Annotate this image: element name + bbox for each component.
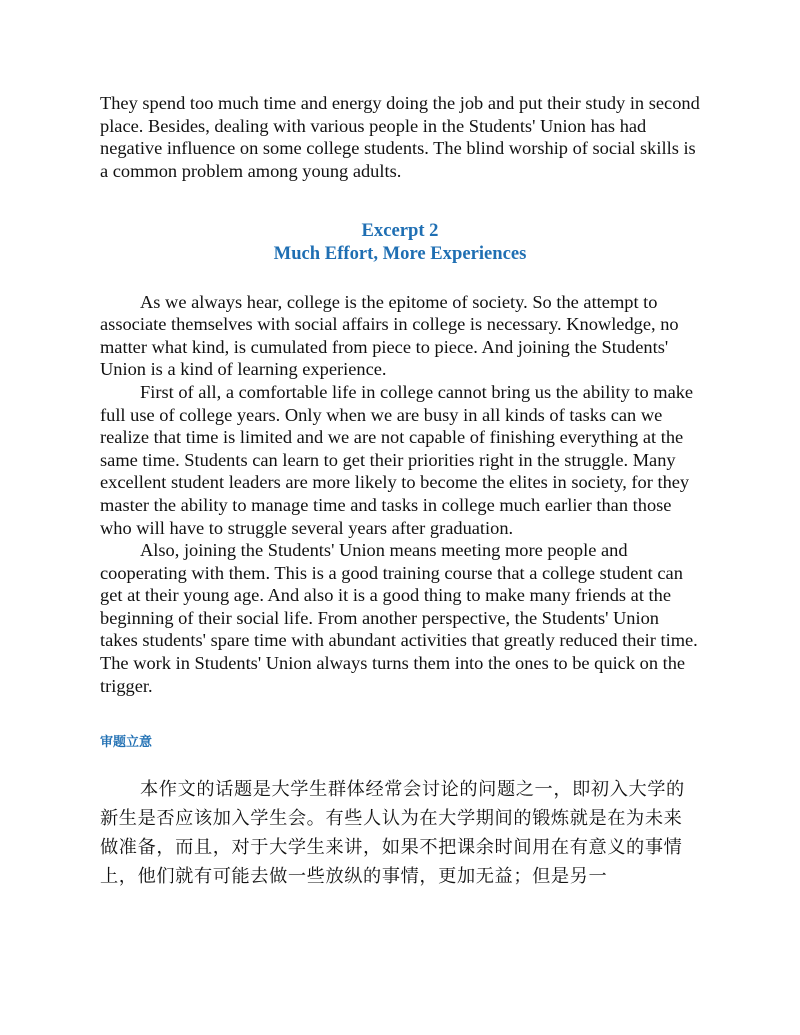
body-paragraph-3: Also, joining the Students' Union means meeting more people and cooperating with them. This is a good training course that a college student can get at their young age. And also it is a good thing to make many friends at the beginning of their social life. From another perspective, the Students' Union takes students' spare time with abundant activities that greatly reduced their time. The work in Students' Union always turns them into the ones to be quick on the trigger. [100,540,698,696]
excerpt-title: Excerpt 2 [361,220,439,242]
body-paragraph-2: First of all, a comfortable life in college cannot bring us the ability to make full use of college years. Only when we are busy in all kinds of tasks can we realize that time is limited and we are not capable of finishing everything at the same time. Students can learn to get their priorities right in the struggle. Many excellent student leaders are more likely to become the elites in society, for they master the ability to manage time and tasks in college much earlier than those who will have to struggle several years after graduation. [100,381,694,538]
chinese-paragraph: 本作文的话题是大学生群体经常会讨论的问题之一，即初入大学的新生是否应该加入学生会。有些人认为在大学期间的锻炼就是在为未来做准备，而且，对于大学生来讲，如果不把课余时间用在有意义的事情上，他们就有可能去做一些放纵的事情，更加无益；但是另一 [100,779,685,888]
excerpt-heading-block [100,220,700,265]
section-label: 审题立意 [100,734,153,750]
body-paragraph-1: As we always hear, college is the epitome of society. So the attempt to associate themselves with social affairs in college is necessary. Knowledge, no matter what kind, is cumulated from piece to piece. And joining the Students' Union is a kind of learning experience. [100,291,679,380]
document-body [100,92,700,891]
excerpt-subtitle: Much Effort, More Experiences [273,242,527,264]
intro-paragraph: They spend too much time and energy doing the job and put their study in second place. Besides, dealing with various people in the Students' Union has had negative influence on some college students. The blind worship of social skills is a common problem among young adults. [100,93,700,181]
